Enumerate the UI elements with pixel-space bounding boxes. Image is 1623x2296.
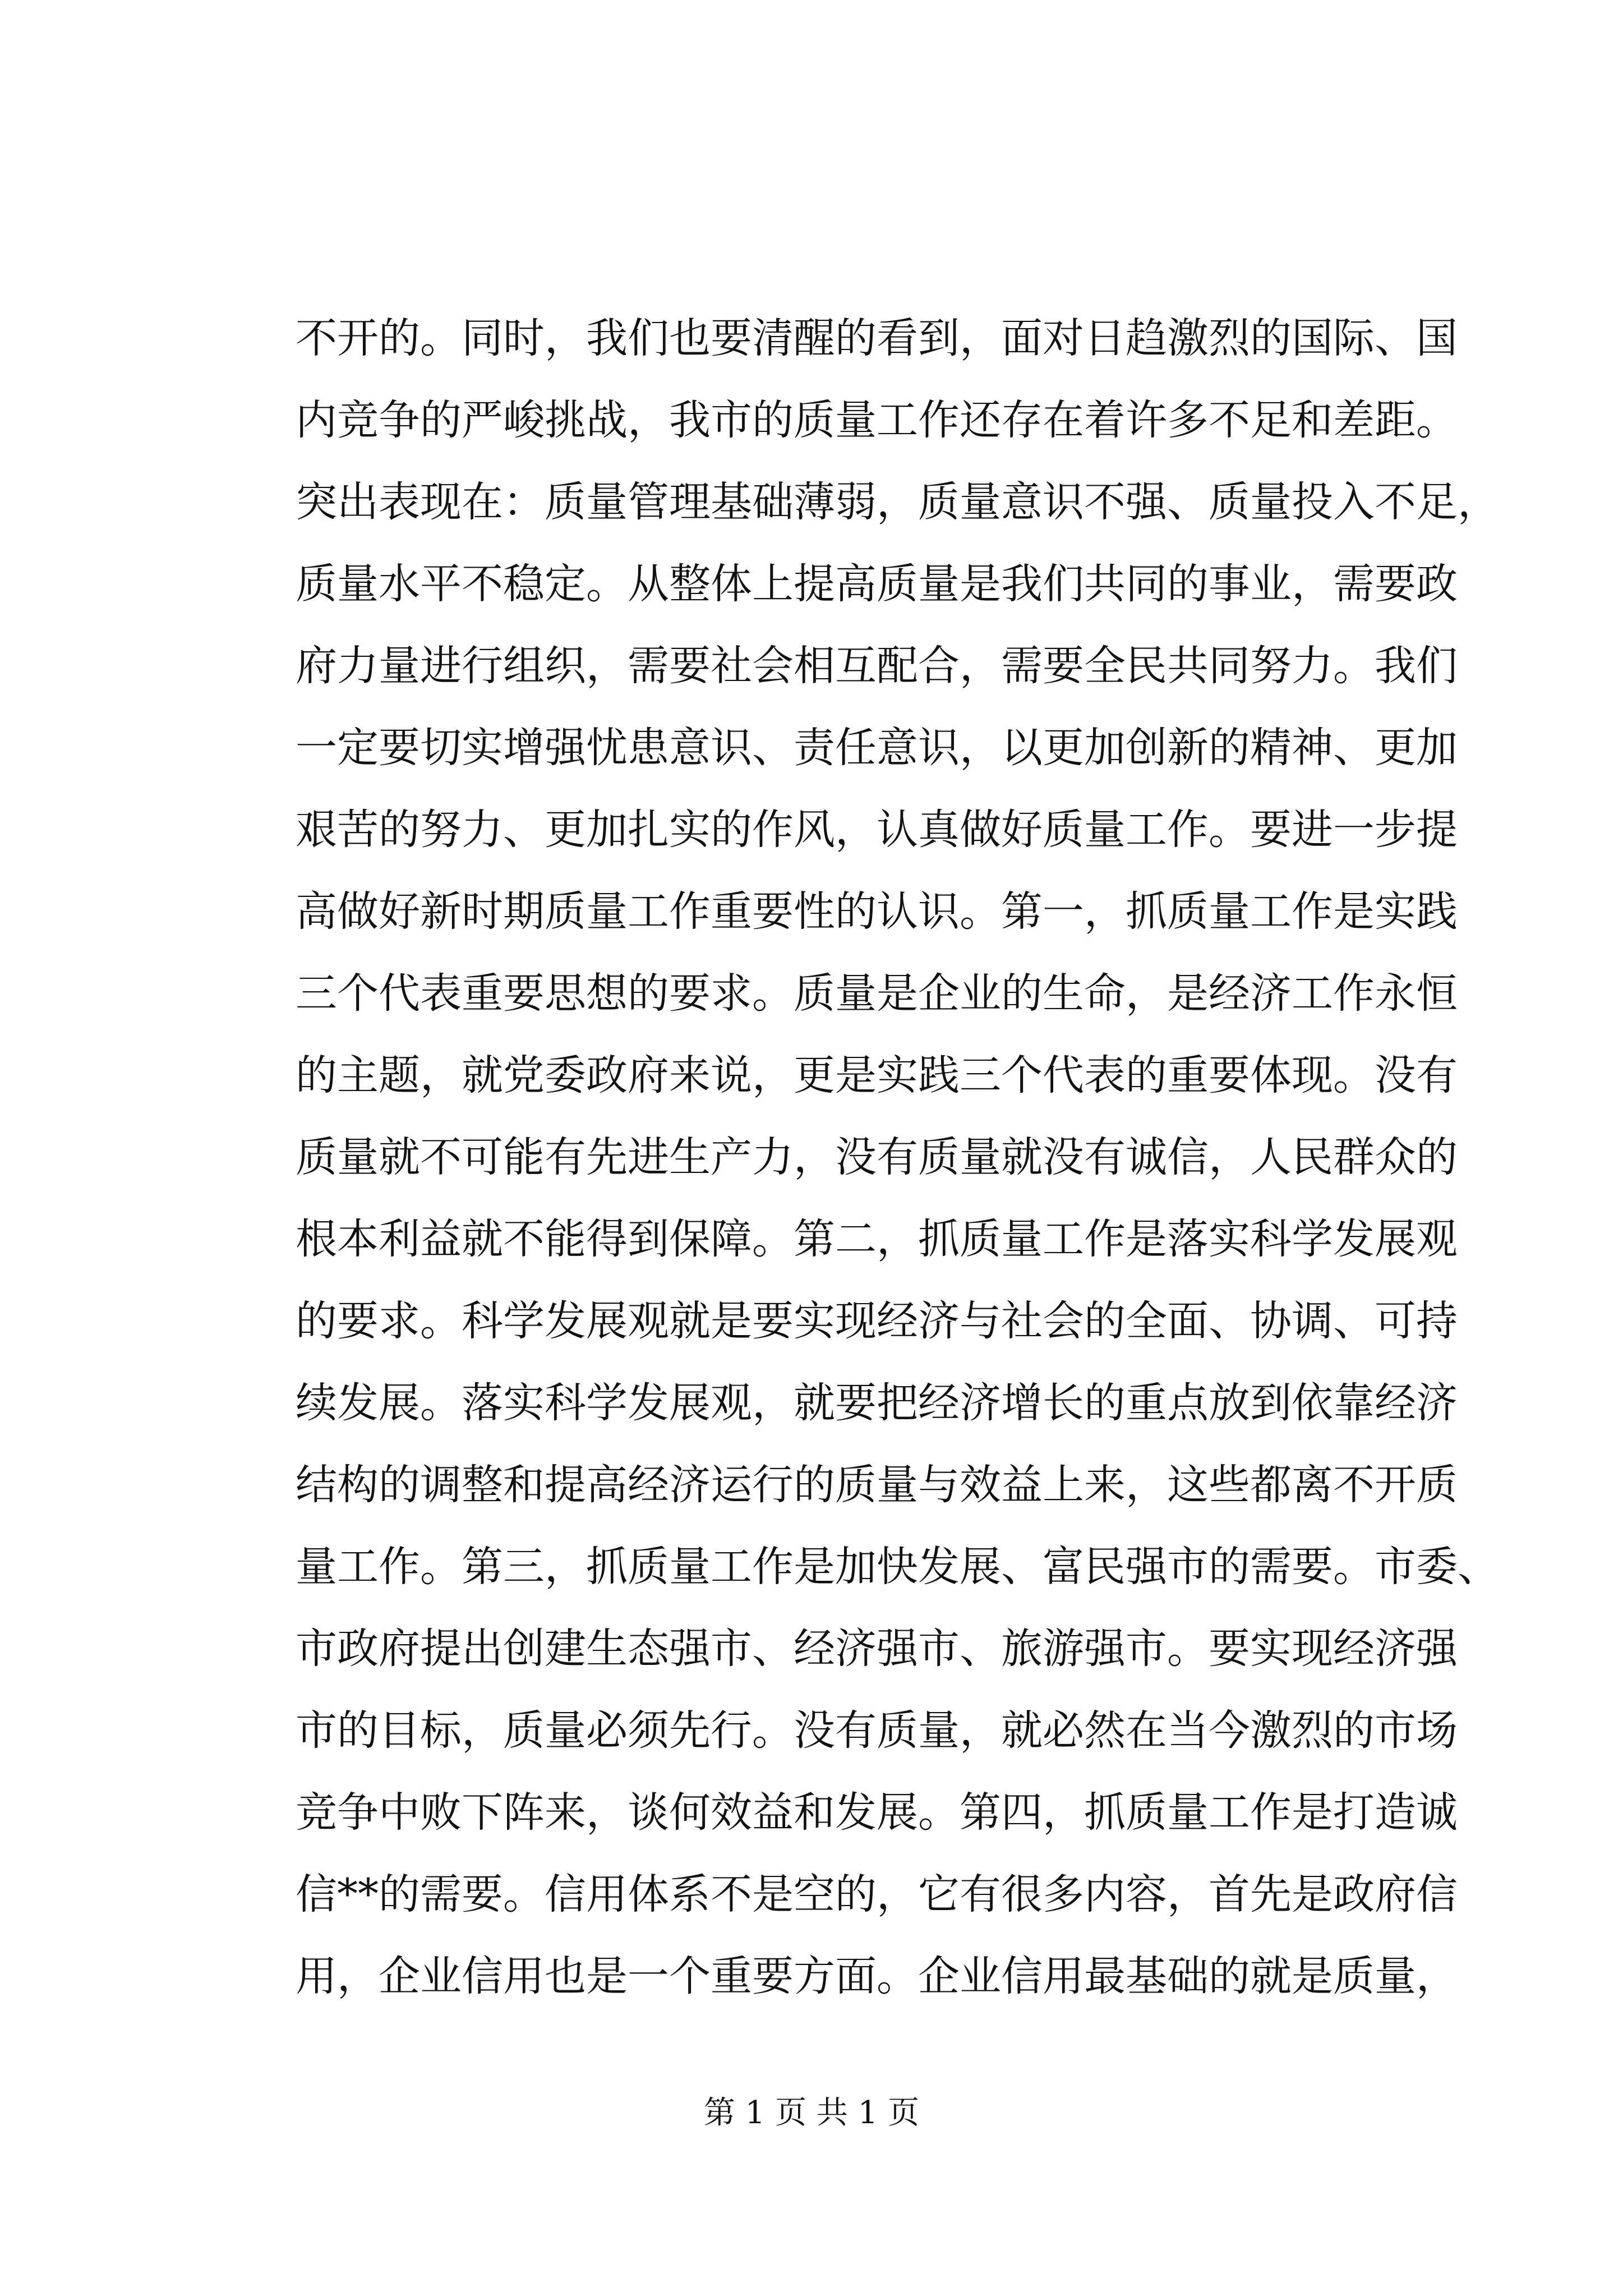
text-line: 一定要切实增强忧患意识、责任意识，以更加创新的精神、更加 xyxy=(296,724,1458,772)
text-line: 不开的。同时，我们也要清醒的看到，面对日趋激烈的国际、国 xyxy=(296,314,1458,362)
text-line: 信**的需要。信用体系不是空的，它有很多内容，首先是政府信 xyxy=(296,1870,1458,1918)
text-line: 三个代表重要思想的要求。质量是企业的生命，是经济工作永恒 xyxy=(296,969,1458,1018)
text-line: 市政府提出创建生态强市、经济强市、旅游强市。要实现经济强 xyxy=(296,1625,1458,1673)
text-line: 的主题，就党委政府来说，更是实践三个代表的重要体现。没有 xyxy=(296,1051,1458,1099)
text-line: 竞争中败下阵来，谈何效益和发展。第四，抓质量工作是打造诚 xyxy=(296,1788,1458,1837)
text-line: 内竞争的严峻挑战，我市的质量工作还存在着许多不足和差距。 xyxy=(296,396,1458,444)
text-line: 质量就不可能有先进生产力，没有质量就没有诚信，人民群众的 xyxy=(296,1133,1458,1181)
text-line: 质量水平不稳定。从整体上提高质量是我们共同的事业，需要政 xyxy=(296,560,1458,608)
text-line: 突出表现在：质量管理基础薄弱，质量意识不强、质量投入不足， xyxy=(296,478,1499,526)
text-line: 续发展。落实科学发展观，就要把经济增长的重点放到依靠经济 xyxy=(296,1379,1458,1427)
text-line: 高做好新时期质量工作重要性的认识。第一，抓质量工作是实践 xyxy=(296,887,1458,936)
body-text xyxy=(296,297,1499,2017)
text-line: 根本利益就不能得到保障。第二，抓质量工作是落实科学发展观 xyxy=(296,1215,1458,1263)
text-line: 府力量进行组织，需要社会相互配合，需要全民共同努力。我们 xyxy=(296,642,1458,690)
text-line: 量工作。第三，抓质量工作是加快发展、富民强市的需要。市委、 xyxy=(296,1543,1499,1591)
text-line: 结构的调整和提高经济运行的质量与效益上来，这些都离不开质 xyxy=(296,1461,1458,1509)
text-line: 用，企业信用也是一个重要方面。企业信用最基础的就是质量， xyxy=(296,1952,1458,2000)
text-line: 的要求。科学发展观就是要实现经济与社会的全面、协调、可持 xyxy=(296,1297,1458,1345)
text-line: 艰苦的努力、更加扎实的作风，认真做好质量工作。要进一步提 xyxy=(296,806,1458,854)
text-line: 市的目标，质量必须先行。没有质量，就必然在当今激烈的市场 xyxy=(296,1706,1458,1755)
page-footer: 第 1 页 共 1 页 xyxy=(703,2095,920,2131)
